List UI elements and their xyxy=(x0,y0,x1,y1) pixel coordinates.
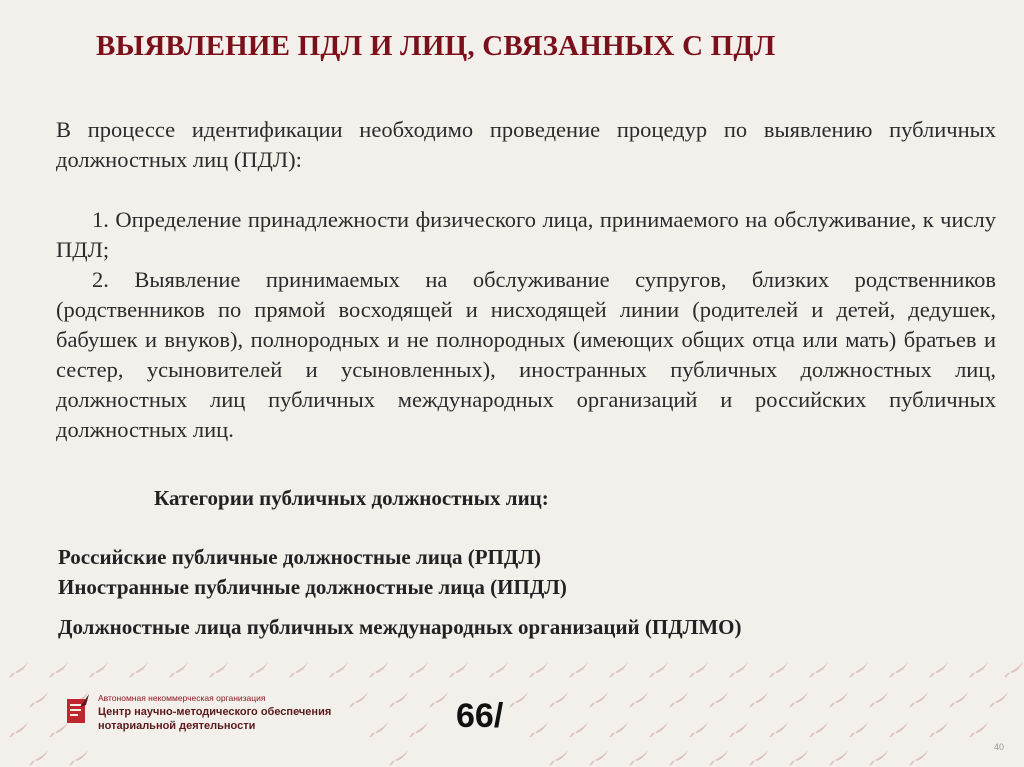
page-mark: 66/ xyxy=(456,697,504,735)
pattern-row xyxy=(10,662,1023,677)
pattern-row xyxy=(30,750,928,765)
slide-number: 40 xyxy=(993,742,1004,752)
list-item: 2. Выявление принимаемых на обслуживание супругов, близких родственников (родственников по прямой восходящей и нисходящей линии (родителей и детей, дедушек, бабушек и внуков), полнородных и не полнородных (имеющих общих отца или мать) братьев и сестер, усыновителей и усыновленных), иностранных публичных должностных лиц, должностных лиц публичных международных организаций и российских публичных должностных лиц. xyxy=(56,267,996,442)
categories-heading: Категории публичных должностных лиц: xyxy=(154,486,549,510)
category-item: Российские публичные должностные лица (РПДЛ) xyxy=(58,545,541,569)
intro-paragraph: В процессе идентификации необходимо проведение процедур по выявлению публичных должностных лиц (ПДЛ): xyxy=(56,117,996,172)
category-item: Должностные лица публичных международных организаций (ПДЛМО) xyxy=(58,615,742,639)
slide-title: ВЫЯВЛЕНИЕ ПДЛ И ЛИЦ, СВЯЗАННЫХ С ПДЛ xyxy=(96,30,776,62)
list-item: 1. Определение принадлежности физического лица, принимаемого на обслуживание, к числу ПДЛ; xyxy=(56,207,996,262)
logo-org-name-line2: нотариальной деятельности xyxy=(98,720,256,732)
organization-logo xyxy=(66,693,336,739)
category-item: Иностранные публичные должностные лица (ИПДЛ) xyxy=(58,575,567,599)
logo-org-name-line1: Центр научно-методического обеспечения xyxy=(98,706,332,718)
document-quill-icon xyxy=(66,693,90,725)
paragraph-spacer xyxy=(56,175,996,205)
logo-org-type: Автономная некоммерческая организация xyxy=(98,693,266,703)
body-text xyxy=(56,115,996,445)
categories-list xyxy=(58,545,978,640)
